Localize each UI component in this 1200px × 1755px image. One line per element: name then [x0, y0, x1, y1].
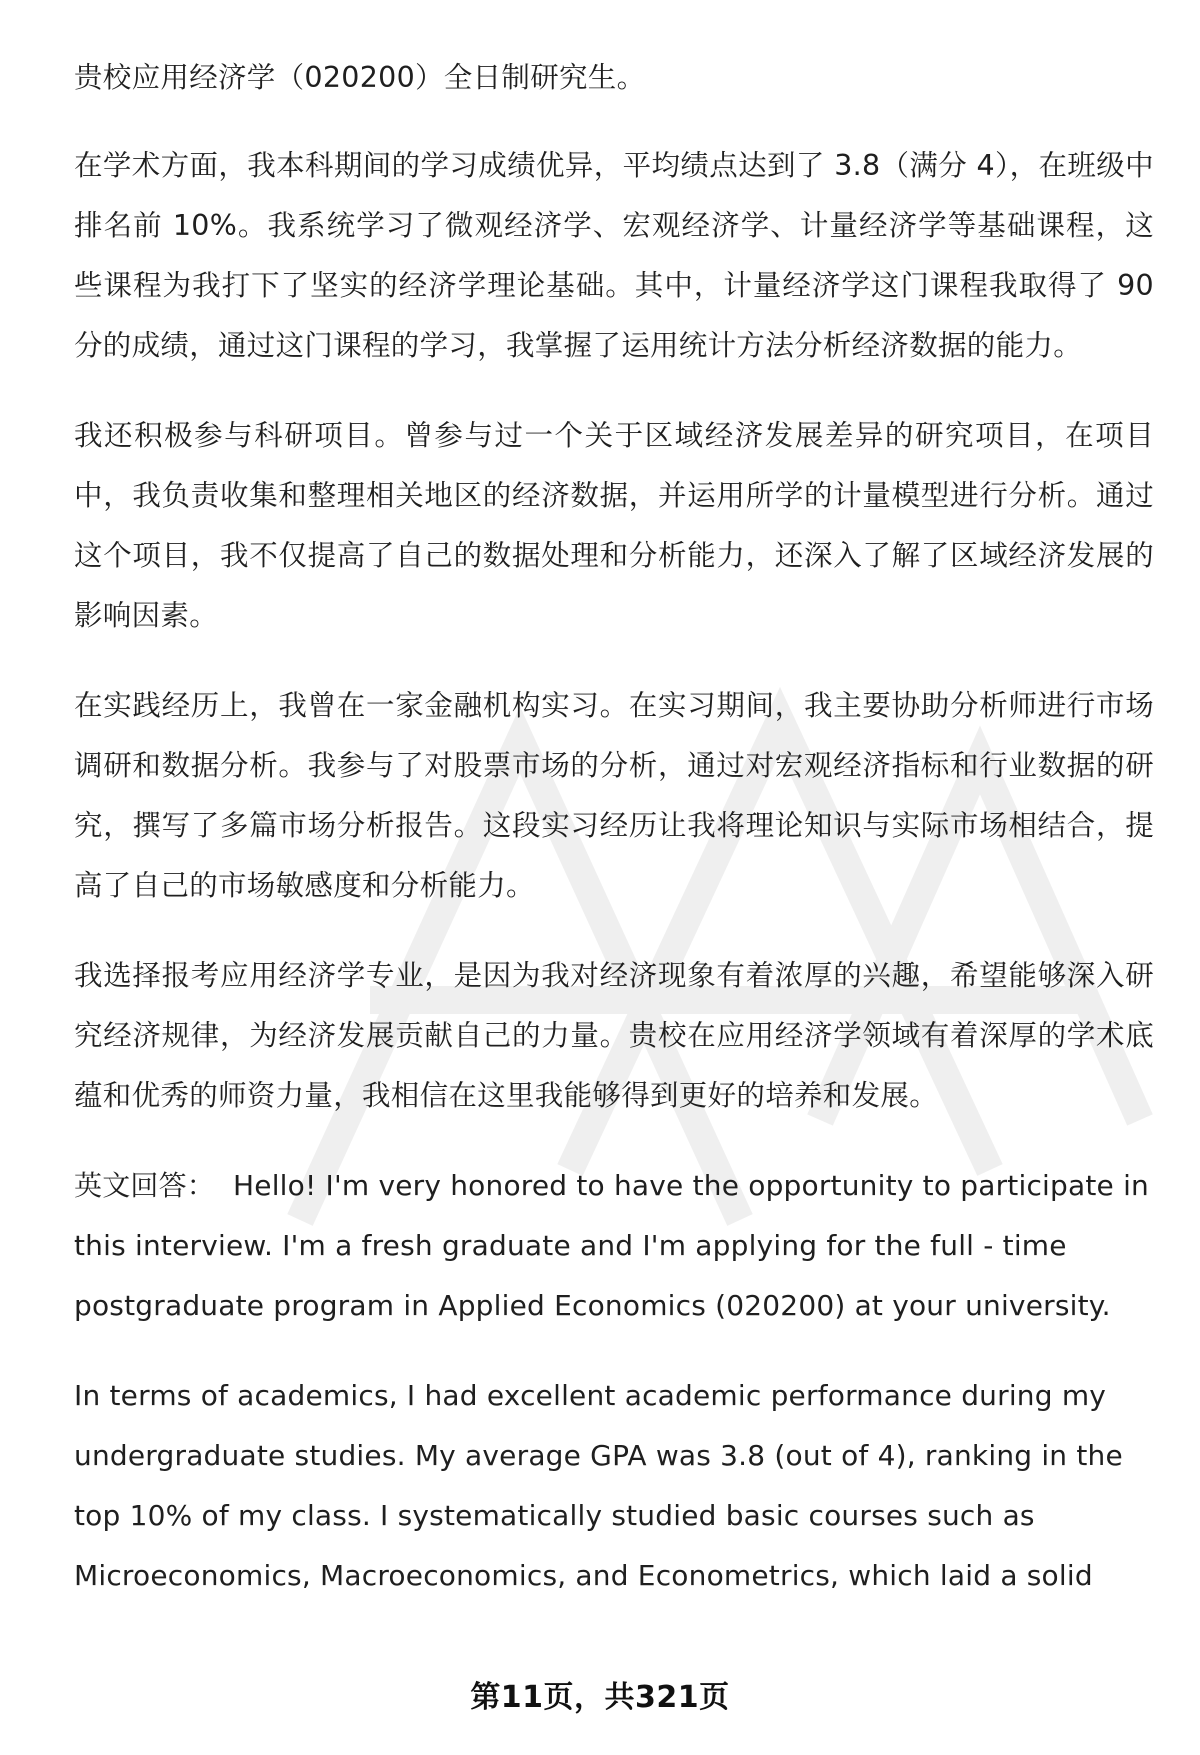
paragraph-motivation-cn: 我选择报考应用经济学专业，是因为我对经济现象有着浓厚的兴趣，希望能够深入研究经济规律，为经济发展贡献自己的力量。贵校在应用经济学领域有着深厚的学术底蕴和优秀的师资力量，我相信在这里我能够得到更好的培养和发展。 [74, 959, 1154, 1112]
paragraph-english-academics: In terms of academics, I had excellent academic performance during my undergraduate studies. My average GPA was 3.8 (out of 4), ranking in the top 10% of my class. I systematically studied basic courses such as Microeconomics, Macroeconomics, and Econometrics, which laid a solid [74, 1379, 1123, 1592]
paragraph-english-intro [74, 1156, 1154, 1336]
english-intro-text: Hello! I'm very honored to have the opportunity to participate in this interview. I'm a fresh graduate and I'm applying for the full - time postgraduate program in Applied Economics (020200) at your university. [74, 1169, 1150, 1322]
paragraph-academics-cn: 在学术方面，我本科期间的学习成绩优异，平均绩点达到了 3.8（满分 4），在班级中排名前 10%。我系统学习了微观经济学、宏观经济学、计量经济学等基础课程，这些课程为我打下了坚实的经济学理论基础。其中，计量经济学这门课程我取得了 90 分的成绩，通过这门课程的学习，我掌握了运用统计方法分析经济数据的能力。 [74, 149, 1154, 362]
paragraph-practice-cn: 在实践经历上，我曾在一家金融机构实习。在实习期间，我主要协助分析师进行市场调研和数据分析。我参与了对股票市场的分析，通过对宏观经济指标和行业数据的研究，撰写了多篇市场分析报告。这段实习经历让我将理论知识与实际市场相结合，提高了自己的市场敏感度和分析能力。 [74, 689, 1154, 902]
page-number-footer: 第11页，共321页 [470, 1680, 730, 1715]
paragraph-intro-tail: 贵校应用经济学（020200）全日制研究生。 [74, 61, 646, 94]
document-body [74, 48, 1154, 1636]
paragraph-research-cn: 我还积极参与科研项目。曾参与过一个关于区域经济发展差异的研究项目，在项目中，我负责收集和整理相关地区的经济数据，并运用所学的计量模型进行分析。通过这个项目，我不仅提高了自己的数据处理和分析能力，还深入了解了区域经济发展的影响因素。 [74, 419, 1154, 632]
english-answer-label: 英文回答： [74, 1169, 216, 1202]
